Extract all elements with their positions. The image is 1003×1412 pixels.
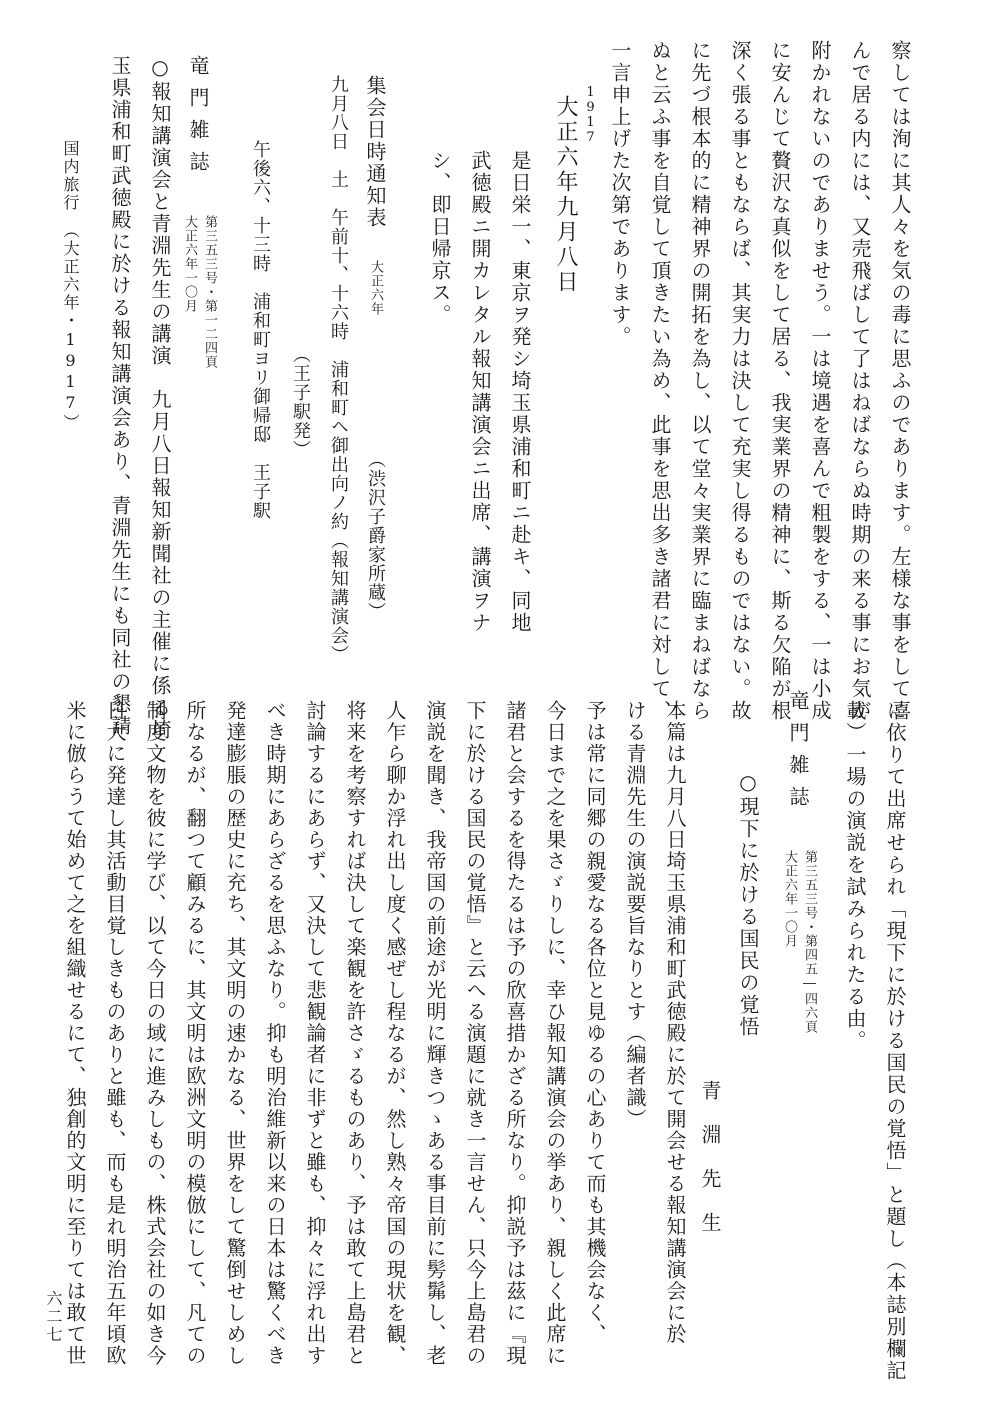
text-line: 人乍ら聊か浮れ出し度く感ぜし程なるが、然し熟々帝国の現状を観、: [383, 700, 407, 1367]
text-line: 下に於ける国民の覚悟』と云へる演題に就き一言せん、只今上島君の: [463, 700, 487, 1367]
magazine-issue-ref: 第三五三号・第一二四頁: [202, 215, 217, 369]
text-line: に依りて出席せられ「現下に於ける国民の覚悟」と題し（本誌別欄記: [883, 700, 907, 1382]
magazine-date-ref: 大正六年一〇月: [782, 850, 797, 948]
diary-entry: [420, 150, 540, 650]
speech-title: ○現下に於ける国民の覚悟: [736, 770, 760, 1038]
text-line: 将来を考察すれば決して楽観を許さゞるものあり、予は敢て上島君と: [343, 700, 367, 1367]
schedule-row-1-note: （王子駅発）: [290, 345, 311, 459]
text-line: 載）一場の演説を試みられたる由。: [843, 700, 867, 1052]
schedule-year: 大正六年: [368, 260, 383, 316]
text-line: 制度文物を彼に学び、以て今日の域に進みしもの、株式会社の如き今: [143, 700, 167, 1367]
schedule-row-1: 九月八日 土 午前十、十六時 浦和町ヘ御出向ノ約（報知講演会）: [328, 75, 349, 664]
text-line: 玉県浦和町武徳殿に於ける報知講演会あり、青淵先生にも同社の懇請: [108, 55, 132, 737]
text-line: 所なるが、翻つて顧みるに、其文明は欧洲文明の模倣にして、凡ての: [183, 700, 207, 1367]
text-line: 演説を聞き、我帝国の前途が光明に輝きつゝある事目前に髣髴し、老: [423, 700, 447, 1367]
text-line: べき時期にあらざるを思ふなり。抑も明治維新以来の日本は驚くべき: [263, 700, 287, 1367]
continuation-paragraph: [835, 700, 915, 1382]
text-line: 討論するにあらず、又決して悲観論者に非ずと雖も、抑々に浮れ出す: [303, 700, 327, 1367]
magazine-title: 竜門雑誌: [786, 690, 810, 818]
speech-body: [63, 700, 695, 1367]
text-line: 日大に発達し其活動目覚しきものありと雖も、而も是れ明治五年頃欧: [103, 700, 127, 1367]
text-line: 是日栄一、東京ヲ発シ埼玉県浦和町ニ赴キ、同地: [508, 150, 532, 634]
text-line: シ、即日帰京ス。: [428, 150, 452, 326]
text-line: ける青淵先生の演説要旨なりとす（編者識）: [623, 700, 647, 1130]
text-line: ○報知講演会と青淵先生の講演 九月八日報知新聞社の主催に係る埼: [148, 55, 172, 741]
report-paragraph: [100, 55, 180, 741]
text-line: 予は常に同郷の親愛なる各位と見ゆるの心ありて而も其機会なく、: [583, 700, 607, 1345]
text-line: 附かれないのでありませう。一は境遇を喜んで粗製をする、一は小成: [808, 40, 832, 722]
text-line: んで居る内には、又売飛ばして了はねばならぬ時期の来る事にお気が: [848, 40, 872, 722]
magazine-date-ref: 大正六年一〇月: [182, 215, 197, 313]
text-line: に安んじて贅沢な真似をして居る、我実業界の精神に、斯る欠陥が根: [768, 40, 792, 722]
year-label: 1917: [583, 85, 598, 145]
intro-paragraph: [605, 40, 920, 722]
text-line: 武徳殿ニ開カレタル報知講演会ニ出席、講演ヲナ: [468, 150, 492, 634]
text-line: 今日まで之を果さゞりしに、幸ひ報知講演会の挙あり、親しく此席に: [543, 700, 567, 1367]
running-footer: 国内旅行 （大正六年・1917）: [61, 140, 80, 432]
text-line: 米に倣らうて始めて之を組織せるにて、独創的文明に至りては敢て世: [63, 700, 87, 1367]
text-line: ぬと云ふ事を自覚して頂きたい為め、此事を思出多き諸君に対して、: [648, 40, 672, 722]
magazine-title: 竜門雑誌: [186, 55, 210, 183]
text-line: 発達膨脹の歴史に充ち、其文明の速かなる、世界をして驚倒せしめし: [223, 700, 247, 1367]
schedule-title: 集会日時通知表: [363, 75, 387, 229]
text-line: 察しては洵に其人々を気の毒に思ふのであります。左様な事をして喜: [888, 40, 912, 722]
schedule-source: （渋沢子爵家所蔵）: [365, 450, 386, 621]
speech-author: 青 淵 先 生: [698, 1080, 722, 1234]
text-line: 諸君と会するを得たるは予の欣喜措かざる所なり。抑説予は茲に『現: [503, 700, 527, 1367]
text-line: に先づ根本的に精神界の開拓を為し、以て堂々実業界に臨まねばなら: [688, 40, 712, 722]
date-heading: 大正六年九月八日: [553, 95, 578, 295]
magazine-issue-ref: 第三五三号・第四五―四六頁: [802, 850, 817, 1034]
page-number: 六二七: [44, 1290, 63, 1344]
text-line: 本篇は九月八日埼玉県浦和町武徳殿に於て開会せる報知講演会に於: [663, 700, 687, 1345]
schedule-row-2: 午後六、十三時 浦和町ヨリ御帰邸 王子駅: [250, 140, 271, 520]
text-line: 深く張る事ともならば、其実力は決して充実し得るものではない。故: [728, 40, 752, 722]
text-line: 一言申上げた次第であります。: [608, 40, 632, 348]
